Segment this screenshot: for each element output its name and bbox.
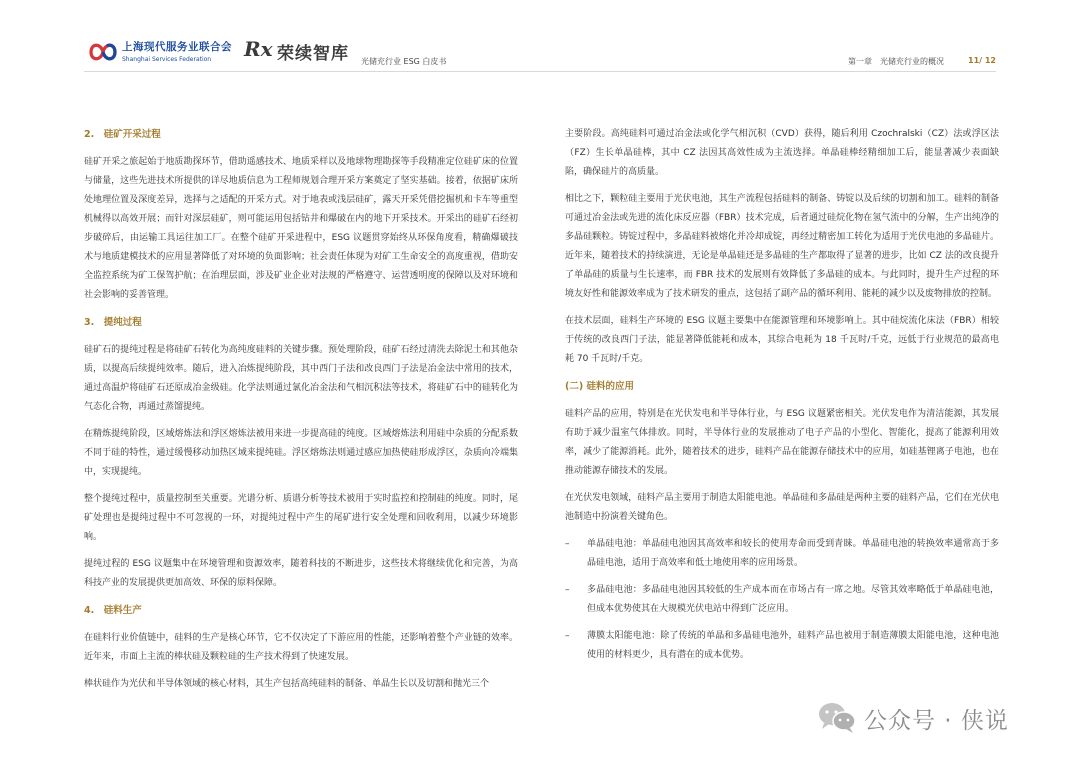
paragraph: 硅矿开采之旅起始于地质勘探环节，借助遥感技术、地质采样以及地球物理勘探等手段精准定位硅矿床的位置与储量，这些先进技术所提供的详尽地质信息为工程师规划合理开采方案奠定了坚实基础。接着，依据矿床所处地理位置及深度差异，选择与之适配的开采方式。对于地表或浅层硅矿，露天开采凭借挖掘机和卡车等重型机械得以高效开展；而针对深层硅矿，则可能运用包括钻井和爆破在内的地下开采技术。开采出的硅矿石经初步破碎后，由运输工具运往加工厂。在整个硅矿开采进程中，ESG 议题贯穿始终从环保角度看，精确爆破技术与地质建模技术的应用显著降低了对环境的负面影响；社会责任体现为对矿工生命安全的高度重视，借助安全监控系统为矿工保驾护航；在治理层面，涉及矿业企业对法规的严格遵守、运营透明度的保障以及对环境和社会影响的妥善管理。: [84, 157, 518, 300]
chapter-title: 第一章 光储充行业的概况: [848, 57, 944, 66]
paragraph: 提纯过程的 ESG 议题集中在环境管理和资源效率，随着科技的不断进步，这些技术将继续优化和完善，为高科技产业的发展提供更加高效、环保的原料保障。: [84, 559, 518, 588]
paragraph: 在精炼提纯阶段，区域熔炼法和浮区熔炼法被用来进一步提高硅的纯度。区域熔炼法利用硅中杂质的分配系数不同于硅的特性，通过缓慢移动加热区域来提纯硅。浮区熔炼法则通过感应加热使硅形成浮区，杂质向冷端集中，实现提纯。: [84, 429, 518, 477]
list-dash: –: [565, 585, 570, 595]
federation-logo-icon: [88, 40, 118, 64]
watermark-text: 公众号 · 侠说: [864, 707, 1009, 734]
paragraph: 硅料产品的应用，特别是在光伏发电和半导体行业，与 ESG 议题紧密相关。光伏发电作为清洁能源，其发展有助于减少温室气体排放。同时，半导体行业的发展推动了电子产品的小型化、智能化，提高了能源利用效率，减少了能源消耗。此外，随着技术的进步，硅料产品在能源存储技术中的应用，如硅基锂离子电池，也在推动能源存储技术的发展。: [565, 409, 999, 476]
list-dash: –: [565, 631, 570, 641]
section-heading-applications: (二) 硅料的应用: [565, 381, 634, 392]
wechat-icon: [816, 700, 858, 736]
paragraph: 硅矿石的提纯过程是将硅矿石转化为高纯度硅料的关键步骤。预处理阶段，硅矿石经过清洗去除泥土和其他杂质，以提高后续提纯效率。随后，进入冶炼提纯阶段，其中西门子法和改良西门子法是冶金法中常用的技术，通过高温炉将硅矿石还原成冶金级硅。化学法则通过氯化冶金法和气相沉积法等技术，将硅矿石中的硅转化为气态化合物，再通过蒸馏提纯。: [84, 345, 518, 412]
list-item: [565, 627, 999, 665]
list-dash: –: [565, 539, 570, 549]
paragraph: 在硅料行业价值链中，硅料的生产是核心环节，它不仅决定了下游应用的性能，还影响着整个产业链的效率。近年来，市面上主流的棒状硅及颗粒硅的生产技术得到了快速发展。: [84, 633, 518, 662]
brand-logo-mark: Rx: [244, 37, 273, 61]
paragraph: 相比之下，颗粒硅主要用于光伏电池，其生产流程包括硅料的制备、铸锭以及后续的切割和加工。硅料的制备可通过冶金法或先进的流化床反应器（FBR）技术完成，后者通过硅烷化物在氢气流中的分解，生产出纯净的多晶硅颗粒。铸锭过程中，多晶硅料被熔化并冷却成锭，再经过精密加工转化为适用于光伏电池的多晶硅片。近年来，随着技术的持续演进，无论是单晶硅还是多晶硅的生产都取得了显著的进步，比如 CZ 法的改良提升了单晶硅的质量与生长速率，而 FBR 技术的发展则有效降低了多晶硅的成本。与此同时，提升生产过程的环境友好性和能源效率成为了技术研发的重点，这包括了副产品的循环利用、能耗的减少以及废物排放的控制。: [565, 194, 999, 299]
brand-name: 荣续智库: [277, 44, 349, 64]
list-item-text: 单晶硅电池：单晶硅电池因其高效率和较长的使用寿命而受到青睐。单晶硅电池的转换效率通常高于多晶硅电池，适用于高效率和低土地使用率的应用场景。: [587, 539, 999, 568]
list-item: [565, 581, 999, 619]
section-heading-mining: 2. 硅矿开采过程: [84, 129, 161, 140]
list-item-text: 多晶硅电池：多晶硅电池因其较低的生产成本而在市场占有一席之地。尽管其效率略低于单晶硅电池，但成本优势使其在大规模光伏电站中得到广泛应用。: [587, 585, 999, 614]
federation-name: [122, 39, 232, 63]
right-column: [565, 125, 999, 673]
left-column: [84, 125, 518, 702]
watermark: [816, 700, 1009, 736]
paragraph: 整个提纯过程中，质量控制至关重要。光谱分析、质谱分析等技术被用于实时监控和控制硅的纯度。同时，尾矿处理也是提纯过程中不可忽视的一环，对提纯过程中产生的尾矿进行安全处理和回收利用，以减少环境影响。: [84, 494, 518, 542]
federation-name-en: Shanghai Services Federation: [122, 56, 212, 63]
federation-name-cn: 上海现代服务业联合会: [122, 41, 232, 53]
section-heading-purification: 3. 提纯过程: [84, 317, 142, 328]
list-item: [565, 535, 999, 573]
section-heading-production: 4. 硅料生产: [84, 605, 142, 616]
header-divider: [84, 71, 996, 72]
paragraph: 主要阶段。高纯硅料可通过冶金法或化学气相沉积（CVD）获得，随后利用 Czochralski（CZ）法或浮区法（FZ）生长单晶硅棒，其中 CZ 法因其高效性成为主流选择。单晶硅棒经精细加工后，能显著减少表面缺陷，确保硅片的高质量。: [565, 129, 999, 177]
paragraph: 在技术层面，硅料生产环境的 ESG 议题主要集中在能源管理和环境影响上。其中硅烷流化床法（FBR）相较于传统的改良西门子法，能显著降低能耗和成本，其综合电耗为 18 千瓦时/千克，远低于行业规范的最高电耗 70 千瓦时/千克。: [565, 316, 999, 364]
document-title: 光储充行业 ESG 白皮书: [361, 57, 447, 66]
paragraph: 在光伏发电领域，硅料产品主要用于制造太阳能电池。单晶硅和多晶硅是两种主要的硅料产品，它们在光伏电池制造中扮演着关键角色。: [565, 493, 999, 522]
paragraph: 棒状硅作为光伏和半导体领域的核心材料，其生产包括高纯硅料的制备、单晶生长以及切割和抛光三个: [84, 679, 490, 689]
list-item-text: 薄膜太阳能电池：除了传统的单晶和多晶硅电池外，硅料产品也被用于制造薄膜太阳能电池，这种电池使用的材料更少，具有潜在的成本优势。: [587, 631, 999, 660]
page-number: 11/ 12: [968, 56, 996, 65]
